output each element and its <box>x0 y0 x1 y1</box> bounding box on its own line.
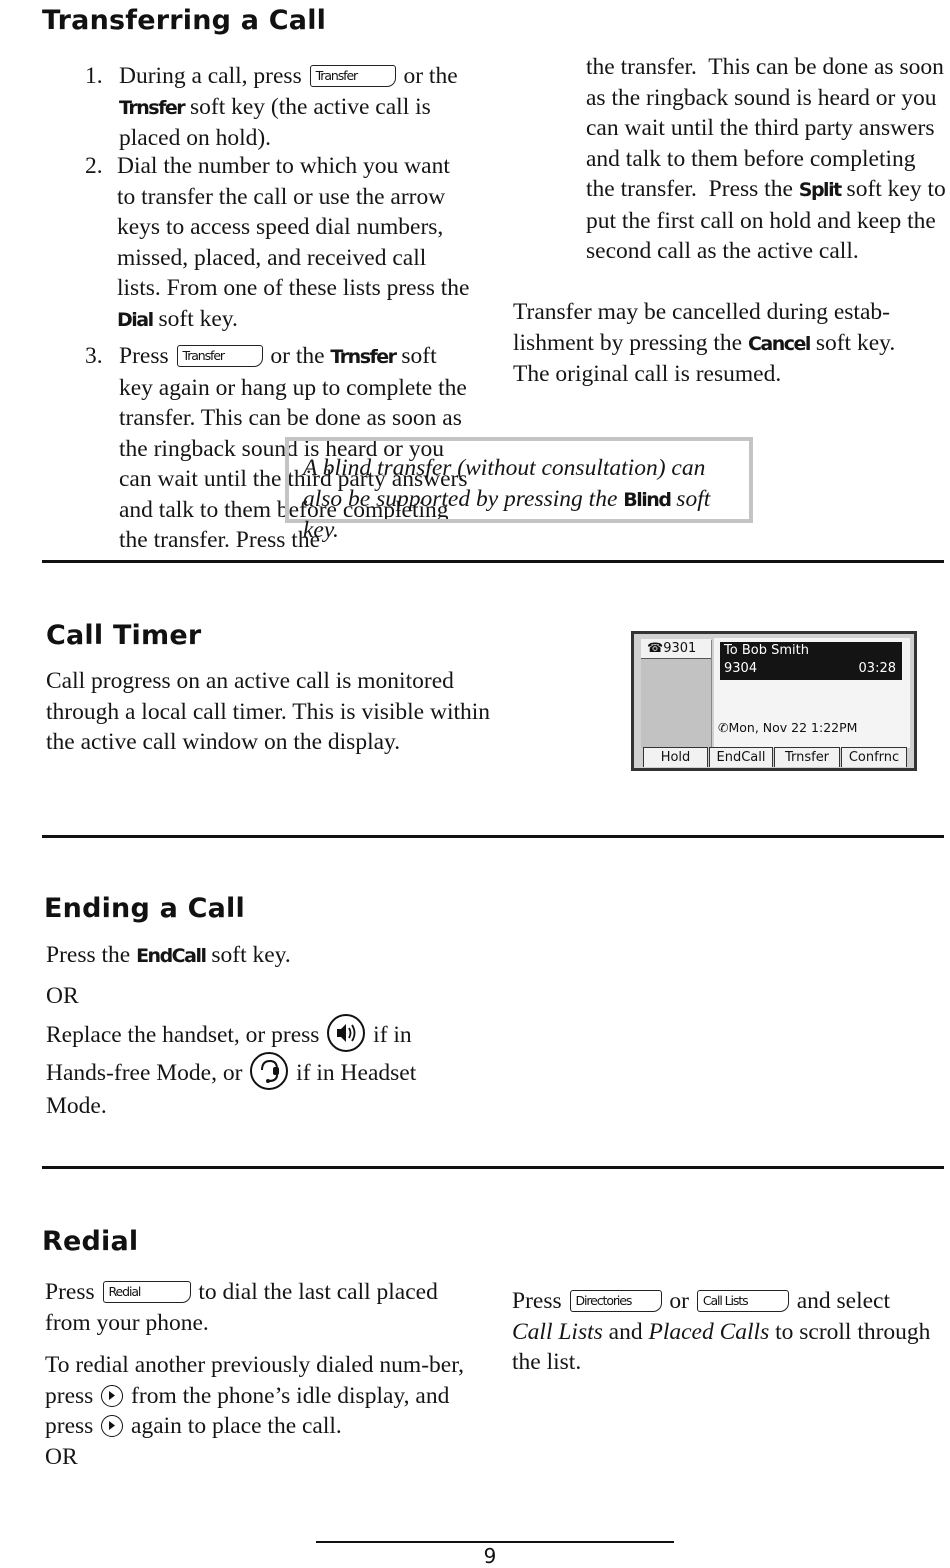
key-label: Redial <box>108 1284 141 1299</box>
step-text: soft key again or hang up to complete the transfer. This can be done as soon as the ringback sound is heard or you can wait until the third party answers and talk to them before completing the transfer. Press the <box>119 343 468 553</box>
soft-key-name: Blind <box>623 488 671 511</box>
key-label: Call Lists <box>702 1293 748 1308</box>
softkey-conference: Confrnc <box>841 747 907 767</box>
transfer-heading: Transferring a Call <box>42 5 327 36</box>
redial-text: To redial another previously dialed num-ber, press <box>45 1352 464 1409</box>
directories-key <box>570 1290 662 1312</box>
key-label: Transfer <box>182 348 224 363</box>
redial-text-1 <box>45 1277 485 1338</box>
redial-key <box>103 1281 191 1303</box>
active-call-banner <box>720 642 902 680</box>
line-number: 9301 <box>663 641 697 656</box>
transfer-step-1 <box>85 61 470 154</box>
section-divider <box>42 835 944 838</box>
step-text: During a call, press <box>119 63 302 89</box>
key-label: Directories <box>575 1293 632 1308</box>
ending-text: if in Headset Mode. <box>46 1060 417 1119</box>
step-text: or the <box>270 343 325 369</box>
redial-text: and select <box>796 1288 891 1314</box>
redial-text-right <box>512 1286 932 1378</box>
call-lists-key <box>697 1290 789 1312</box>
right-arrow-key-icon <box>101 1415 123 1437</box>
ending-text-2 <box>46 1014 466 1123</box>
softkey-transfer: Trnsfer <box>774 747 840 767</box>
step-text: Press <box>119 343 169 369</box>
phone-icon: ☎ <box>647 641 664 656</box>
headset-icon <box>250 1052 288 1090</box>
redial-text: Press <box>45 1279 95 1305</box>
step-text: soft key (the active call is placed on hold). <box>119 93 431 151</box>
step-number: 1. <box>85 63 103 89</box>
transfer-key <box>177 345 263 367</box>
redial-text: or <box>669 1288 689 1314</box>
step-number: 2. <box>85 153 103 179</box>
note-text-b: soft key. <box>303 485 711 543</box>
caller-name: To Bob Smith <box>724 643 809 658</box>
redial-text-2 <box>45 1350 485 1442</box>
step-text: soft key. <box>158 305 238 332</box>
soft-key-name: Trnsfer <box>330 346 396 368</box>
softkey-endcall: EndCall <box>709 747 773 767</box>
ending-text: Replace the handset, or press <box>46 1022 320 1048</box>
speaker-icon <box>327 1014 365 1052</box>
key-label: Transfer <box>315 68 358 83</box>
redial-text: and <box>608 1318 643 1345</box>
redial-heading: Redial <box>42 1226 139 1257</box>
ending-or: OR <box>46 983 79 1009</box>
step-number: 3. <box>85 343 103 369</box>
step-text: or the <box>403 63 458 89</box>
timer-heading: Call Timer <box>46 620 202 651</box>
step-text: soft key to put the first call on hold and keep the second call as the active call. <box>586 176 946 264</box>
note-text-a: A blind transfer (without consultation) can also be supported by pressing the <box>303 455 706 512</box>
handset-icon: ✆ <box>718 720 729 735</box>
right-arrow-key-icon <box>101 1385 123 1407</box>
line-tab <box>641 639 711 659</box>
date-time-text: Mon, Nov 22 1:22PM <box>728 720 858 735</box>
ending-text: Press the <box>46 942 131 968</box>
caller-number: 9304 <box>724 661 758 676</box>
call-duration: 03:28 <box>858 661 896 676</box>
soft-key-name: Dial <box>117 308 153 331</box>
soft-key-name: Trnsfer <box>119 96 185 119</box>
section-divider <box>42 560 944 563</box>
redial-text: to scroll through the list. <box>512 1318 931 1375</box>
soft-key-name: EndCall <box>136 945 206 967</box>
date-time <box>718 720 857 735</box>
transfer-key <box>310 65 396 87</box>
redial-text: from the phone’s idle display, and press <box>45 1382 450 1439</box>
menu-name: Call Lists <box>512 1318 603 1345</box>
ending-text: soft key. <box>211 942 291 968</box>
step-text: Dial the number to which you want to transfer the call or use the arrow keys to access speed dial numbers, missed, placed, and received call lists. From one of these lists press the <box>117 153 470 301</box>
phone-display <box>631 631 917 771</box>
ending-heading: Ending a Call <box>44 893 245 924</box>
transfer-cancel-text <box>513 297 933 390</box>
soft-key-name: Cancel <box>747 332 810 355</box>
ending-text-1 <box>46 940 496 972</box>
ending-text: if in Hands-free Mode, or <box>46 1022 412 1086</box>
softkey-hold: Hold <box>643 747 708 767</box>
redial-text: again to place the call. <box>131 1413 342 1439</box>
cancel-text: soft key. The original call is resumed. <box>513 329 896 387</box>
redial-or: OR <box>45 1444 78 1470</box>
menu-name: Placed Calls <box>648 1318 770 1345</box>
transfer-step-3-continued: the transfer. This can be done as soon as the ringback sound is heard or you can wait until the third party answers and talk to them before completing the transfer. Press the Split soft key to put the first call on hold and keep the second call as the active call. <box>586 54 946 264</box>
transfer-step-3 <box>85 341 473 553</box>
timer-text: Call progress on an active call is monitored through a local call timer. This is visible within the active call window on the display. <box>46 668 491 755</box>
soft-key-name: Split <box>798 179 841 201</box>
note-text <box>303 453 743 546</box>
redial-text: Press <box>512 1288 562 1314</box>
transfer-step-2 <box>85 151 470 335</box>
redial-text: to dial the last call placed from your phone. <box>45 1279 438 1336</box>
footer-rule <box>316 1541 674 1543</box>
cancel-text: Transfer may be cancelled during estab-lishment by pressing the <box>513 299 890 356</box>
page-number: 9 <box>483 1544 497 1568</box>
section-divider <box>42 1166 944 1169</box>
blind-transfer-note <box>285 437 753 543</box>
